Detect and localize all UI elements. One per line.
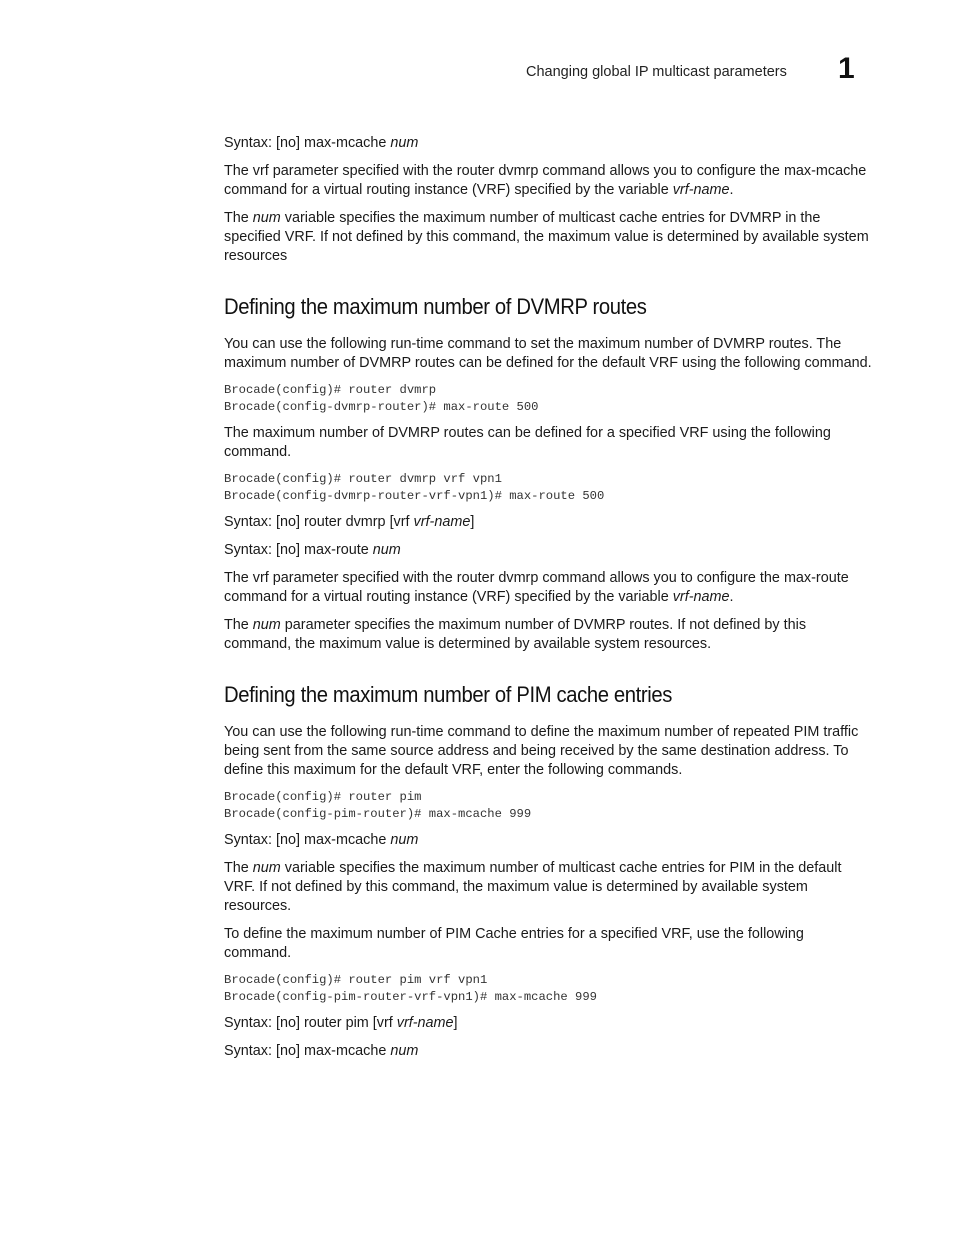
chapter-number: 1 (838, 52, 855, 85)
code-line: Brocade(config)# router dvmrp vrf vpn1 (224, 472, 502, 486)
code-line: Brocade(config)# router dvmrp (224, 383, 437, 397)
syntax-line: Syntax: [no] max-route num (224, 542, 401, 558)
code-block (224, 789, 874, 822)
code-line: Brocade(config-pim-router)# max-mcache 999 (224, 806, 532, 821)
code-line: Brocade(config-dvmrp-router-vrf-vpn1)# max-route 500 (224, 488, 605, 503)
paragraph: The vrf parameter specified with the router dvmrp command allows you to configure the max-route command for a virtual routing instance (VRF) specified by the variable vrf-name. (224, 570, 849, 605)
code-block (224, 382, 874, 415)
section-heading-pim: Defining the maximum number of PIM cache entries (224, 682, 673, 707)
code-block (224, 972, 874, 1005)
paragraph: You can use the following run-time command to set the maximum number of DVMRP routes. The maximum number of DVMRP routes can be defined for the default VRF using the following command. (224, 336, 872, 371)
paragraph: You can use the following run-time command to define the maximum number of repeated PIM traffic being sent from the same source address and being received by the same destination address. To define this maximum for the default VRF, enter the following commands. (224, 724, 859, 778)
paragraph: The num variable specifies the maximum number of multicast cache entries for DVMRP in the specified VRF. If not defined by this command, the maximum value is determined by available system resources (224, 210, 869, 264)
syntax-line: Syntax: [no] max-mcache num (224, 135, 419, 151)
running-header-title: Changing global IP multicast parameters (526, 64, 787, 80)
syntax-line: Syntax: [no] router dvmrp [vrf vrf-name] (224, 514, 475, 530)
paragraph: The maximum number of DVMRP routes can be defined for a specified VRF using the following command. (224, 425, 831, 460)
code-line: Brocade(config-dvmrp-router)# max-route 500 (224, 399, 539, 414)
paragraph: To define the maximum number of PIM Cache entries for a specified VRF, use the following command. (224, 926, 804, 961)
paragraph: The vrf parameter specified with the router dvmrp command allows you to configure the max-mcache command for a virtual routing instance (VRF) specified by the variable vrf-name. (224, 163, 867, 198)
code-line: Brocade(config)# router pim (224, 790, 422, 804)
section-heading-dvmrp: Defining the maximum number of DVMRP routes (224, 294, 647, 319)
code-line: Brocade(config-pim-router-vrf-vpn1)# max-mcache 999 (224, 989, 597, 1004)
syntax-line: Syntax: [no] router pim [vrf vrf-name] (224, 1015, 458, 1031)
syntax-line: Syntax: [no] max-mcache num (224, 832, 419, 848)
page-body (224, 134, 874, 1070)
code-block (224, 471, 874, 504)
code-line: Brocade(config)# router pim vrf vpn1 (224, 973, 488, 987)
paragraph: The num variable specifies the maximum number of multicast cache entries for PIM in the default VRF. If not defined by this command, the maximum value is determined by available system resources. (224, 860, 842, 914)
syntax-line: Syntax: [no] max-mcache num (224, 1043, 419, 1059)
paragraph: The num parameter specifies the maximum number of DVMRP routes. If not defined by this command, the maximum value is determined by available system resources. (224, 617, 807, 652)
